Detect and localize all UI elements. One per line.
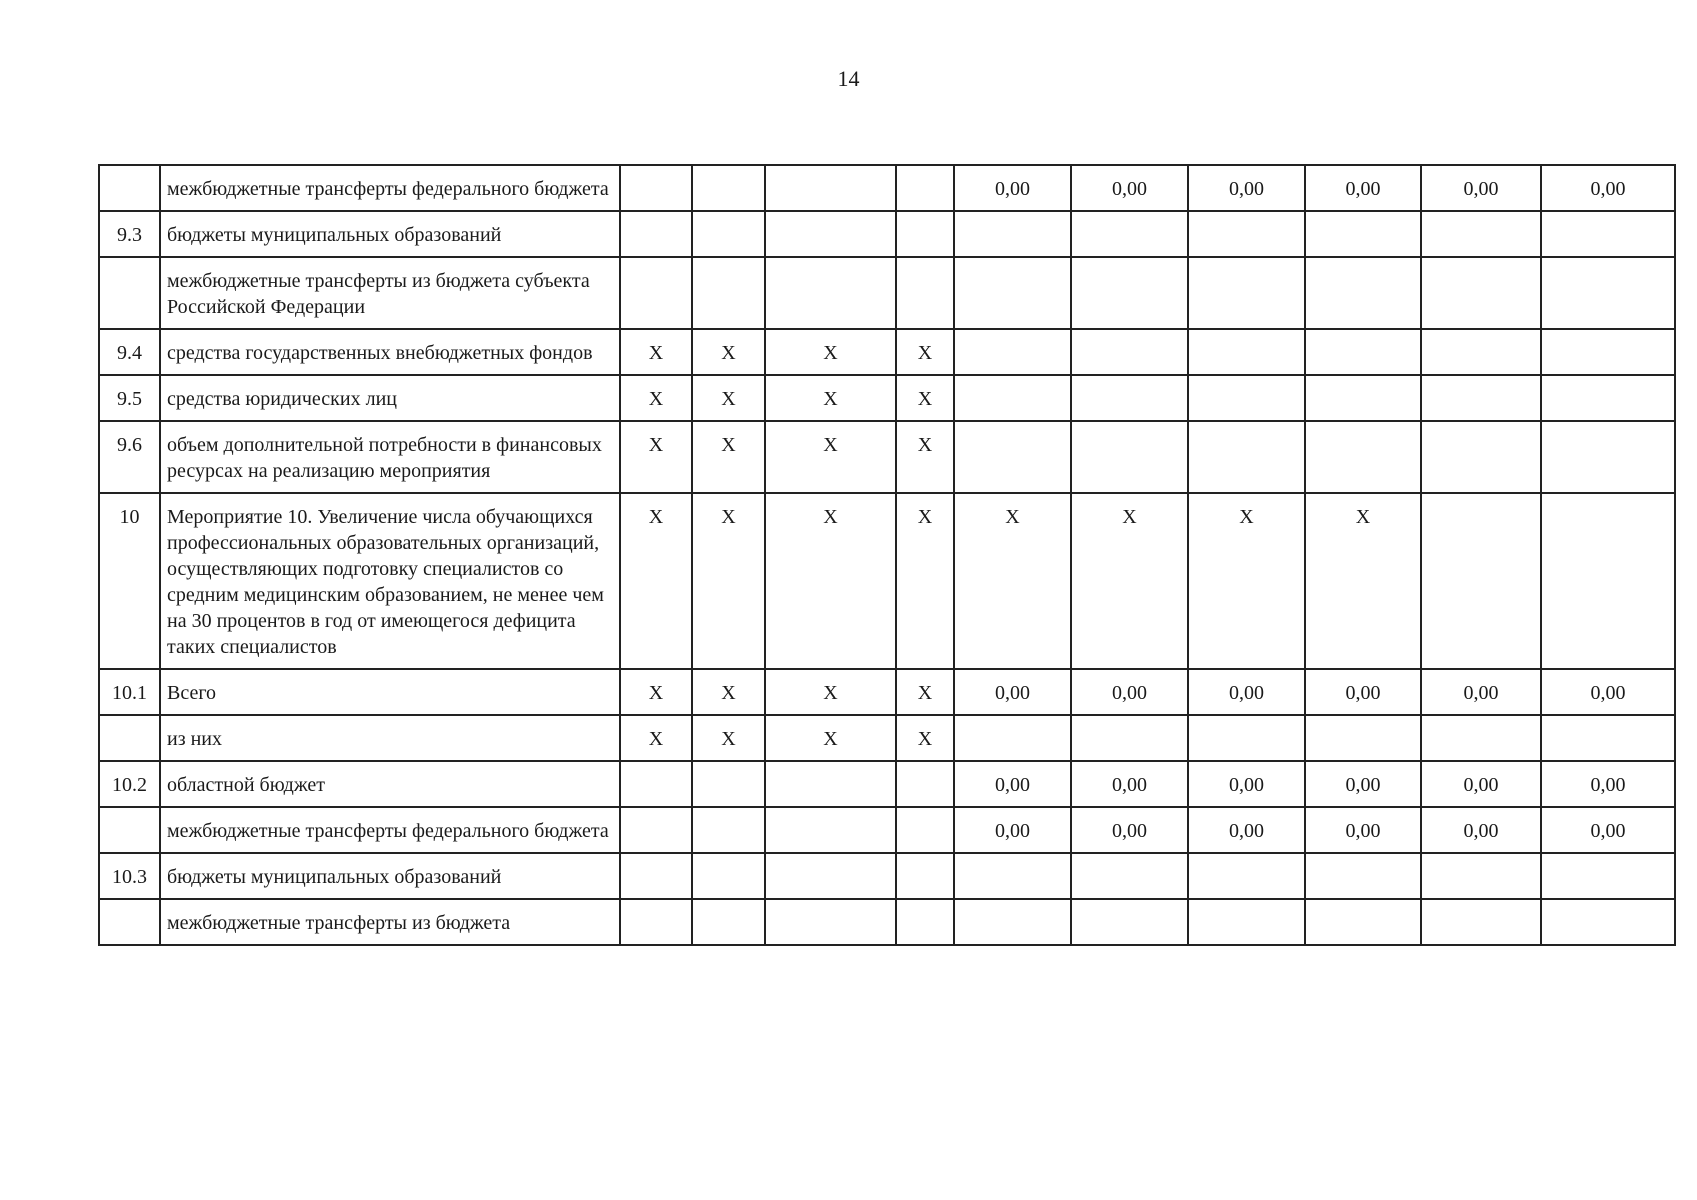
value-cell: [1071, 211, 1188, 257]
table-row: [99, 493, 1675, 669]
value-cell: [1071, 329, 1188, 375]
row-number-cell: 9.5: [99, 375, 160, 421]
value-cell: X: [1305, 493, 1421, 669]
value-cell: [692, 807, 765, 853]
value-cell: 0,00: [1071, 807, 1188, 853]
value-cell: [1541, 257, 1675, 329]
table-row: [99, 329, 1675, 375]
row-number-cell: 9.3: [99, 211, 160, 257]
row-number-cell: 10: [99, 493, 160, 669]
value-cell: [1541, 493, 1675, 669]
value-cell: X: [954, 493, 1071, 669]
value-cell: [1188, 211, 1305, 257]
value-cell: [765, 165, 896, 211]
value-cell: [1305, 853, 1421, 899]
row-number-cell: 10.3: [99, 853, 160, 899]
value-cell: 0,00: [1305, 165, 1421, 211]
value-cell: [620, 165, 692, 211]
value-cell: [896, 899, 954, 945]
value-cell: 0,00: [1071, 165, 1188, 211]
row-description-cell: бюджеты муниципальных образований: [160, 211, 620, 257]
value-cell: X: [896, 669, 954, 715]
page-number: 14: [837, 66, 860, 91]
row-description-cell: объем дополнительной потребности в финансовых ресурсах на реализацию мероприятия: [160, 421, 620, 493]
table-row: [99, 211, 1675, 257]
value-cell: 0,00: [1421, 761, 1541, 807]
value-cell: [620, 853, 692, 899]
value-cell: 0,00: [954, 669, 1071, 715]
value-cell: [1188, 853, 1305, 899]
value-cell: [896, 761, 954, 807]
value-cell: 0,00: [1421, 165, 1541, 211]
value-cell: X: [692, 493, 765, 669]
value-cell: [1071, 375, 1188, 421]
value-cell: [1421, 421, 1541, 493]
table-row: [99, 761, 1675, 807]
value-cell: X: [692, 669, 765, 715]
value-cell: [954, 421, 1071, 493]
value-cell: [1541, 375, 1675, 421]
value-cell: [692, 257, 765, 329]
value-cell: X: [692, 329, 765, 375]
value-cell: [1071, 421, 1188, 493]
value-cell: [1305, 329, 1421, 375]
value-cell: [1541, 899, 1675, 945]
table-row: [99, 853, 1675, 899]
row-description-cell: Мероприятие 10. Увеличение числа обучающихся профессиональных образовательных организаций, осуществляющих подготовку специалистов со средним медицинским образованием, не менее чем на 30 процентов в год от имеющегося дефицита таких специалистов: [160, 493, 620, 669]
value-cell: X: [765, 329, 896, 375]
row-description-cell: из них: [160, 715, 620, 761]
value-cell: [1188, 899, 1305, 945]
value-cell: [954, 899, 1071, 945]
value-cell: [1421, 899, 1541, 945]
value-cell: 0,00: [1188, 761, 1305, 807]
value-cell: X: [620, 669, 692, 715]
value-cell: [1541, 715, 1675, 761]
value-cell: [620, 807, 692, 853]
value-cell: X: [765, 375, 896, 421]
table-row: [99, 375, 1675, 421]
value-cell: X: [620, 375, 692, 421]
value-cell: X: [620, 493, 692, 669]
value-cell: [1305, 421, 1421, 493]
value-cell: X: [620, 421, 692, 493]
table-row: [99, 165, 1675, 211]
value-cell: [1305, 899, 1421, 945]
value-cell: X: [765, 421, 896, 493]
value-cell: [896, 257, 954, 329]
value-cell: [1305, 211, 1421, 257]
value-cell: [896, 165, 954, 211]
row-number-cell: [99, 165, 160, 211]
value-cell: [1421, 257, 1541, 329]
value-cell: X: [692, 421, 765, 493]
row-description-cell: Всего: [160, 669, 620, 715]
value-cell: [1071, 715, 1188, 761]
value-cell: 0,00: [954, 807, 1071, 853]
value-cell: [1421, 853, 1541, 899]
value-cell: [1071, 899, 1188, 945]
value-cell: [954, 211, 1071, 257]
value-cell: [1421, 715, 1541, 761]
value-cell: 0,00: [1421, 807, 1541, 853]
value-cell: [1188, 329, 1305, 375]
table-row: [99, 807, 1675, 853]
value-cell: 0,00: [1421, 669, 1541, 715]
table-row: [99, 421, 1675, 493]
value-cell: [1541, 421, 1675, 493]
value-cell: [954, 257, 1071, 329]
value-cell: 0,00: [1541, 807, 1675, 853]
value-cell: [620, 211, 692, 257]
value-cell: [765, 807, 896, 853]
row-description-cell: областной бюджет: [160, 761, 620, 807]
value-cell: [896, 211, 954, 257]
value-cell: [620, 899, 692, 945]
value-cell: X: [896, 329, 954, 375]
value-cell: [1421, 329, 1541, 375]
row-description-cell: средства государственных внебюджетных фондов: [160, 329, 620, 375]
row-number-cell: [99, 899, 160, 945]
value-cell: X: [692, 715, 765, 761]
value-cell: [1071, 257, 1188, 329]
table-row: [99, 257, 1675, 329]
value-cell: 0,00: [1541, 165, 1675, 211]
row-description-cell: средства юридических лиц: [160, 375, 620, 421]
value-cell: X: [692, 375, 765, 421]
value-cell: [1305, 257, 1421, 329]
row-number-cell: 9.4: [99, 329, 160, 375]
value-cell: 0,00: [1305, 807, 1421, 853]
value-cell: 0,00: [1071, 669, 1188, 715]
row-description-cell: межбюджетные трансферты из бюджета: [160, 899, 620, 945]
value-cell: 0,00: [1541, 761, 1675, 807]
value-cell: X: [620, 715, 692, 761]
value-cell: [765, 211, 896, 257]
value-cell: [692, 211, 765, 257]
value-cell: [1541, 211, 1675, 257]
value-cell: [954, 375, 1071, 421]
value-cell: [1541, 853, 1675, 899]
value-cell: X: [896, 421, 954, 493]
row-number-cell: 10.2: [99, 761, 160, 807]
value-cell: [620, 257, 692, 329]
value-cell: [1188, 375, 1305, 421]
value-cell: X: [765, 493, 896, 669]
value-cell: [1071, 853, 1188, 899]
value-cell: X: [765, 715, 896, 761]
value-cell: [896, 853, 954, 899]
value-cell: [1421, 493, 1541, 669]
value-cell: [620, 761, 692, 807]
value-cell: [692, 761, 765, 807]
row-number-cell: [99, 257, 160, 329]
value-cell: 0,00: [1188, 165, 1305, 211]
value-cell: 0,00: [954, 761, 1071, 807]
value-cell: [1188, 715, 1305, 761]
value-cell: X: [1188, 493, 1305, 669]
row-number-cell: [99, 715, 160, 761]
table-row: [99, 715, 1675, 761]
value-cell: [1305, 375, 1421, 421]
value-cell: [1421, 211, 1541, 257]
value-cell: [1305, 715, 1421, 761]
row-number-cell: 9.6: [99, 421, 160, 493]
row-description-cell: бюджеты муниципальных образований: [160, 853, 620, 899]
value-cell: [692, 853, 765, 899]
value-cell: [765, 761, 896, 807]
value-cell: [1421, 375, 1541, 421]
table-row: [99, 669, 1675, 715]
row-description-cell: межбюджетные трансферты федерального бюджета: [160, 807, 620, 853]
value-cell: 0,00: [1071, 761, 1188, 807]
value-cell: [954, 853, 1071, 899]
value-cell: X: [896, 375, 954, 421]
value-cell: X: [765, 669, 896, 715]
value-cell: 0,00: [1305, 761, 1421, 807]
value-cell: [954, 715, 1071, 761]
value-cell: 0,00: [954, 165, 1071, 211]
value-cell: 0,00: [1188, 807, 1305, 853]
row-description-cell: межбюджетные трансферты из бюджета субъекта Российской Федерации: [160, 257, 620, 329]
value-cell: [765, 853, 896, 899]
value-cell: [1188, 257, 1305, 329]
value-cell: [1541, 329, 1675, 375]
row-number-cell: 10.1: [99, 669, 160, 715]
value-cell: [692, 165, 765, 211]
value-cell: [954, 329, 1071, 375]
table-row: [99, 899, 1675, 945]
value-cell: X: [1071, 493, 1188, 669]
value-cell: X: [896, 715, 954, 761]
value-cell: [692, 899, 765, 945]
row-number-cell: [99, 807, 160, 853]
value-cell: [896, 807, 954, 853]
value-cell: [765, 257, 896, 329]
value-cell: 0,00: [1305, 669, 1421, 715]
value-cell: 0,00: [1188, 669, 1305, 715]
value-cell: [765, 899, 896, 945]
budget-table: [98, 164, 1676, 946]
table-body: [99, 165, 1675, 945]
row-description-cell: межбюджетные трансферты федерального бюджета: [160, 165, 620, 211]
value-cell: 0,00: [1541, 669, 1675, 715]
value-cell: [1188, 421, 1305, 493]
value-cell: X: [620, 329, 692, 375]
value-cell: X: [896, 493, 954, 669]
